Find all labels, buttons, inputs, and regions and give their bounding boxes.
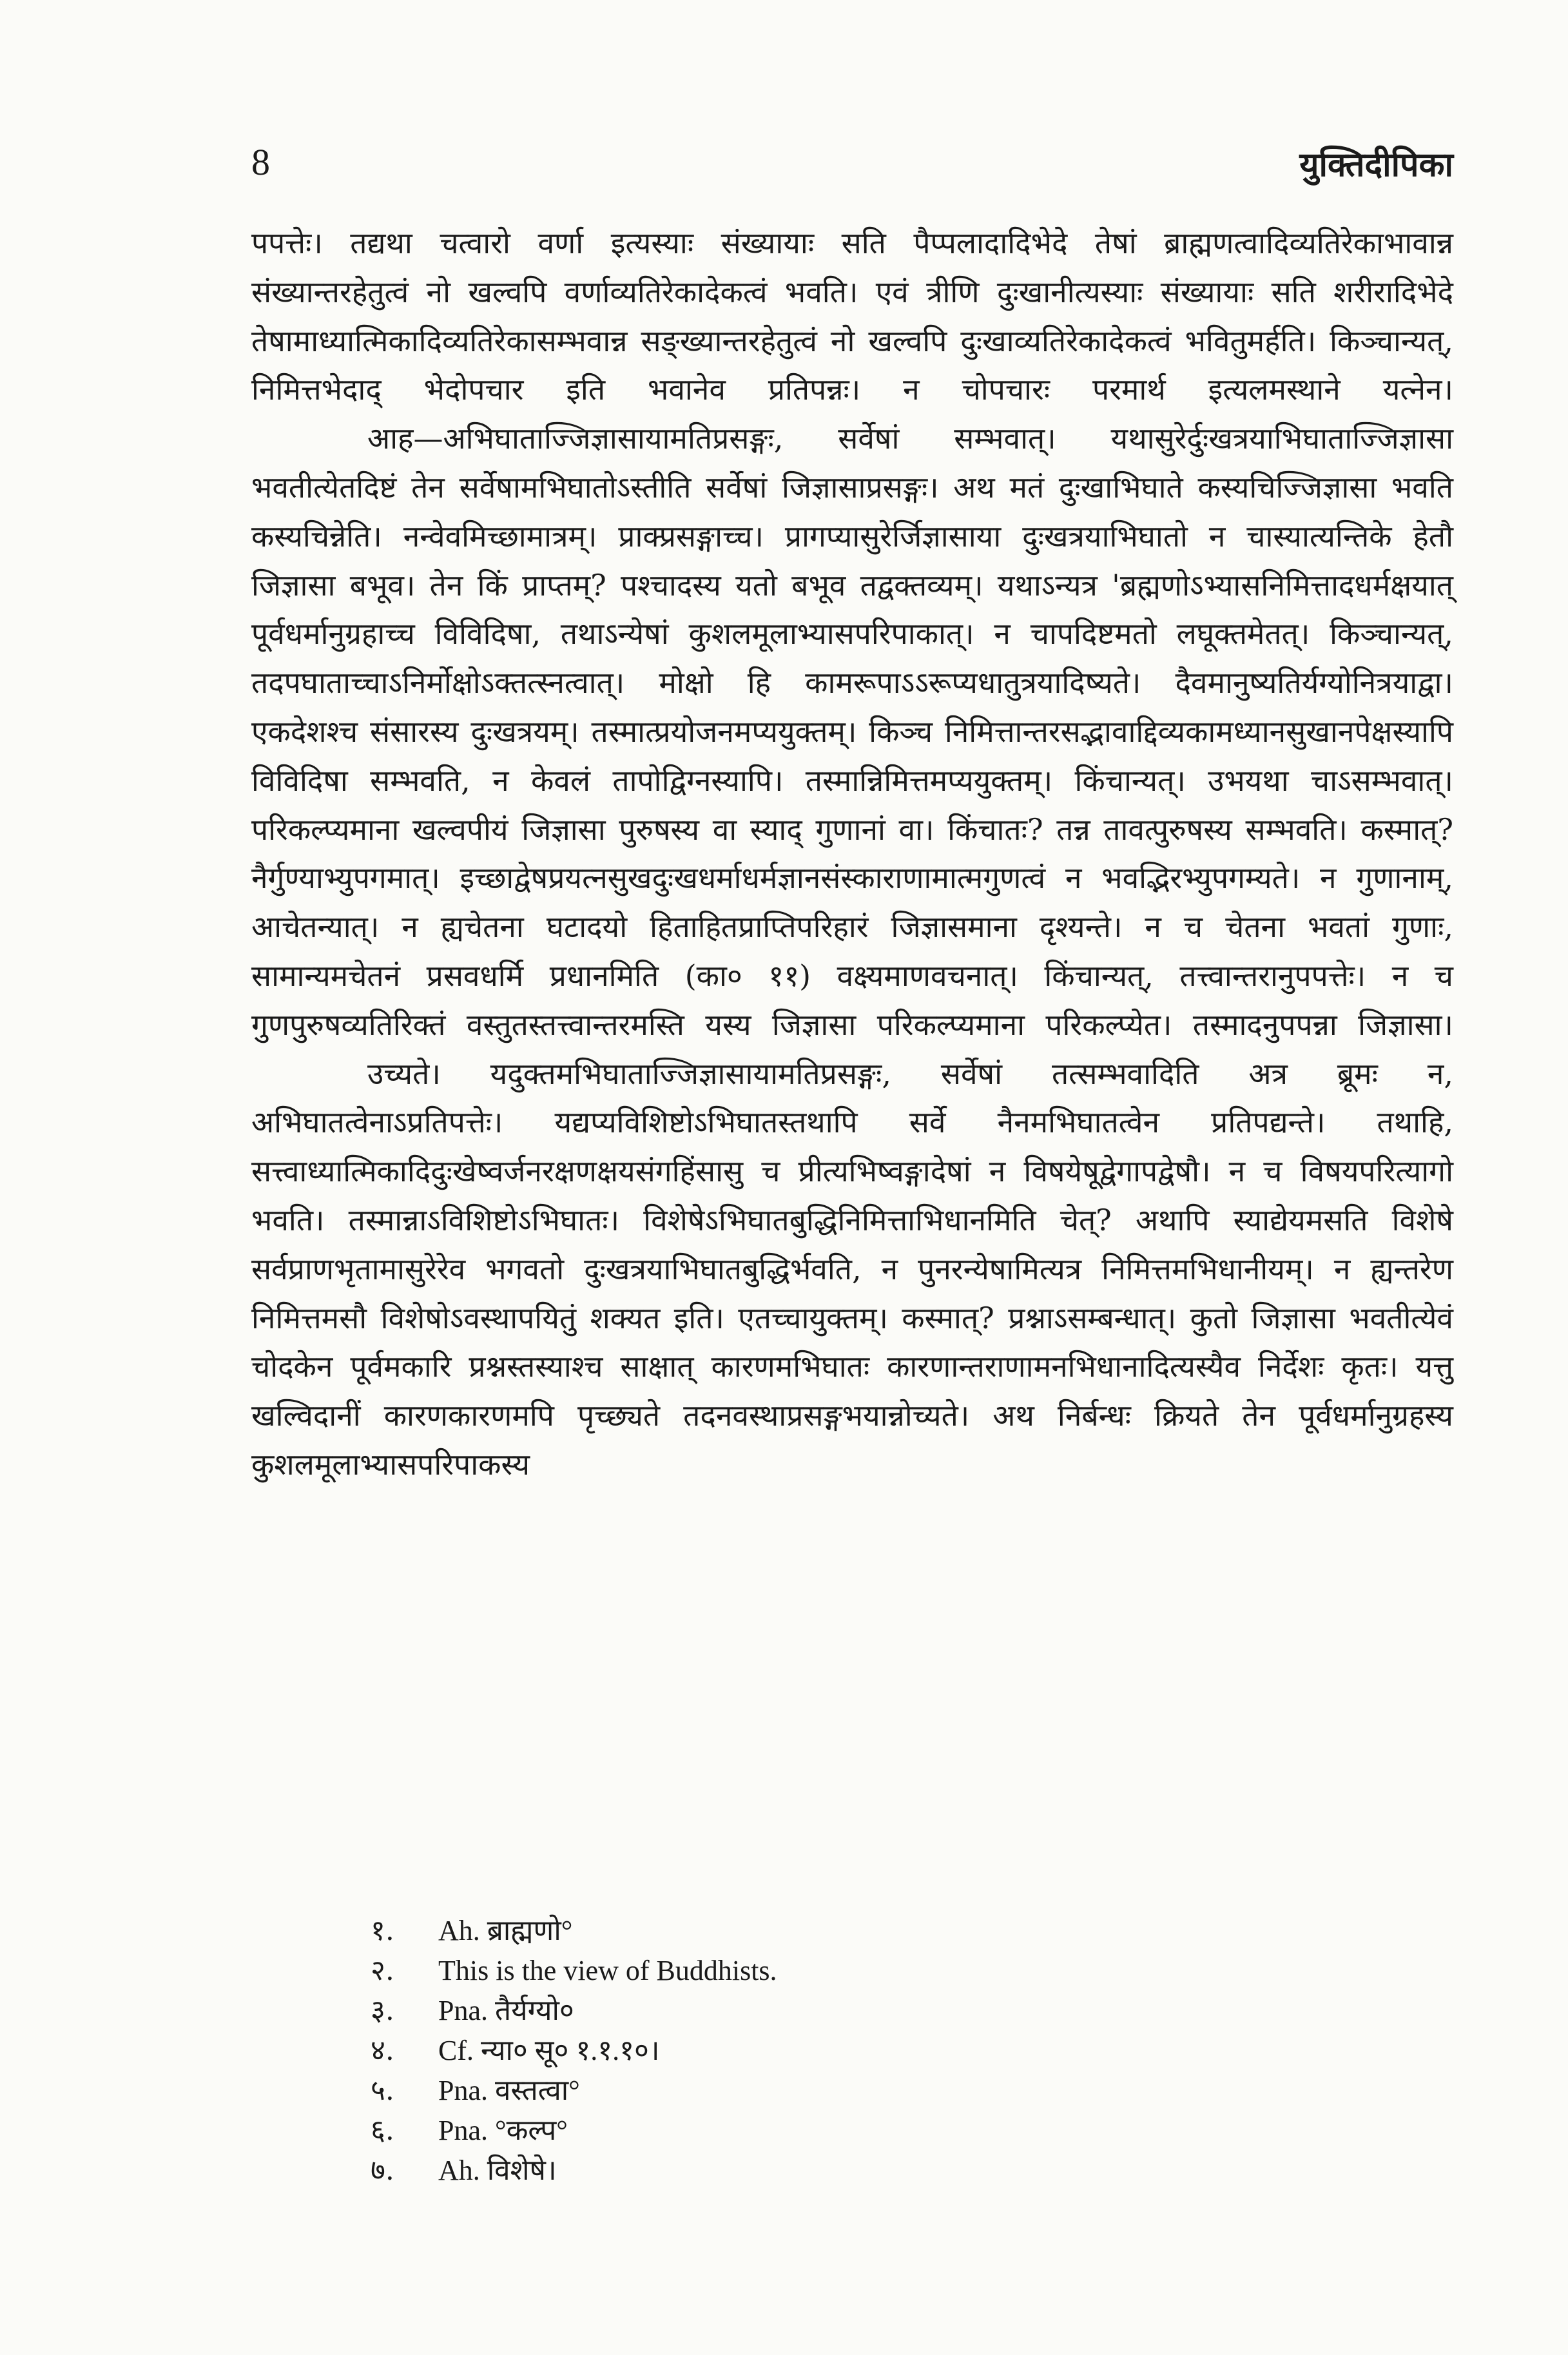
footnote-text: Ah. विशेषे। [438, 2155, 557, 2186]
footnote-text: Pna. तैर्यग्यो० [438, 1995, 574, 2026]
footnotes [371, 1911, 1337, 2191]
footnote-number: ७. [371, 2154, 394, 2187]
footnote-number: ४. [371, 2034, 394, 2067]
footnote [371, 1951, 1337, 1991]
footnote-number: ६. [371, 2114, 394, 2147]
footnote [371, 2151, 1337, 2191]
footnote-text: Pna. °कल्प° [438, 2115, 568, 2146]
running-title: युक्तिदीपिका [1299, 145, 1453, 184]
footnote-text: This is the view of Buddhists. [438, 1955, 777, 1986]
footnote-number: ३. [371, 1994, 394, 2027]
page-number: 8 [251, 141, 270, 183]
footnote [371, 1991, 1337, 2031]
paragraph-3: उच्यते। यदुक्तमभिघाताज्जिज्ञासायामतिप्रसङ्गः, सर्वेषां तत्सम्भवादिति अत्र ब्रूमः न, अभिघातत्वेनाऽप्रतिपत्तेः। यद्यप्यविशिष्टोऽभिघातस्तथापि सर्वे नैनमभिघातत्वेन प्रतिपद्यन्ते। तथाहि, सत्त्वाध्यात्मिकादिदुःखेष्वर्जनरक्षणक्षयसंगहिंसासु च प्रीत्यभिष्वङ्गादेषां न विषयेषूद्वेगापद्वेषौ। न च विषयपरित्यागो भवति। तस्मान्नाऽविशिष्टोऽभिघातः। विशेषेऽभिघातबुद्धिनिमित्ताभिधानमिति चेत्? अथापि स्याद्येयमसति विशेषे सर्वप्राणभृतामासुरेरेव भगवतो दुःखत्रयाभिघातबुद्धिर्भवति, न पुनरन्येषामित्यत्र निमित्तमभिधानीयम्। न ह्यन्तरेण निमित्तमसौ विशेषोऽवस्थापयितुं शक्यत इति। एतच्चायुक्तम्। कस्मात्? प्रश्नाऽसम्बन्धात्। कुतो जिज्ञासा भवतीत्येवं चोदकेन पूर्वमकारि प्रश्नस्तस्याश्च साक्षात् कारणमभिघातः कारणान्तराणामनभिधानादित्यस्यैव निर्देशः कृतः। यत्तु खल्विदानीं कारणकारणमपि पृच्छ्यते तदनवस्थाप्रसङ्गभयान्नोच्यते। अथ निर्बन्धः क्रियते तेन पूर्वधर्मानुग्रहस्य कुशलमूलाभ्यासपरिपाकस्य [251, 1056, 1453, 1482]
footnote [371, 1911, 1337, 1951]
footnote-number: २. [371, 1954, 394, 1987]
body-text [251, 219, 1453, 1489]
page-header [251, 141, 1453, 192]
footnote [371, 2031, 1337, 2071]
footnote-text: Ah. ब्राह्मणो° [438, 1915, 573, 1946]
footnote-text: Pna. वस्तत्वा° [438, 2075, 580, 2106]
paragraph-1: पपत्तेः। तद्यथा चत्वारो वर्णा इत्यस्याः संख्यायाः सति पैप्पलादादिभेदे तेषां ब्राह्मणत्वादिव्यतिरेकाभावान्न संख्यान्तरहेतुत्वं नो खल्वपि वर्णाव्यतिरेकादेकत्वं भवति। एवं त्रीणि दुःखानीत्यस्याः संख्यायाः सति शरीरादिभेदे तेषामाध्यात्मिकादिव्यतिरेकासम्भवान्न सङ्ख्यान्तरहेतुत्वं नो खल्वपि दुःखाव्यतिरेकादेकत्वं भवितुमर्हति। किञ्चान्यत्, निमित्तभेदाद् भेदोपचार इति भवानेव प्रतिपन्नः। न चोपचारः परमार्थ इत्यलमस्थाने यत्नेन। [251, 226, 1453, 407]
footnote-number: ५. [371, 2074, 394, 2107]
footnote [371, 2111, 1337, 2151]
footnote [371, 2071, 1337, 2111]
paragraph-2: आह—अभिघाताज्जिज्ञासायामतिप्रसङ्गः, सर्वेषां सम्भवात्। यथासुरेर्दुःखत्रयाभिघाताज्जिज्ञासा भवतीत्येतदिष्टं तेन सर्वेषामभिघातोऽस्तीति सर्वेषां जिज्ञासाप्रसङ्गः। अथ मतं दुःखाभिघाते कस्यचिज्जिज्ञासा भवति कस्यचिन्नेति। नन्वेवमिच्छामात्रम्। प्राक्प्रसङ्गाच्च। प्रागप्यासुरेर्जिज्ञासाया दुःखत्रयाभिघातो न चास्यात्यन्तिके हेतौ जिज्ञासा बभूव। तेन किं प्राप्तम्? पश्चादस्य यतो बभूव तद्वक्तव्यम्। यथाऽन्यत्र 'ब्रह्मणोऽभ्यासनिमित्तादधर्मक्षयात् पूर्वधर्मानुग्रहाच्च विविदिषा, तथाऽन्येषां कुशलमूलाभ्यासपरिपाकात्। न चापदिष्टमतो लघूक्तमेतत्। किञ्चान्यत्, तदपघाताच्चाऽनिर्मोक्षोऽक्तत्स्नत्वात्। मोक्षो हि कामरूपाऽऽरूप्यधातुत्रयादिष्यते। दैवमानुष्यतिर्यग्योनित्रयाद्वा। एकदेशश्च संसारस्य दुःखत्रयम्। तस्मात्प्रयोजनमप्ययुक्तम्। किञ्च निमित्तान्तरसद्भावाद्दिव्यकामध्यानसुखानपेक्षस्यापि विविदिषा सम्भवति, न केवलं तापोद्विग्नस्यापि। तस्मान्निमित्तमप्ययुक्तम्। किंचान्यत्। उभयथा चाऽसम्भवात्। परिकल्प्यमाना खल्वपीयं जिज्ञासा पुरुषस्य वा स्याद् गुणानां वा। किंचातः? तन्न तावत्पुरुषस्य सम्भवति। कस्मात्? नैर्गुण्याभ्युपगमात्। इच्छाद्वेषप्रयत्नसुखदुःखधर्माधर्मज्ञानसंस्काराणामात्मगुणत्वं न भवद्भिरभ्युपगम्यते। न गुणानाम्, आचेतन्यात्। न ह्यचेतना घटादयो हिताहितप्राप्तिपरिहारं जिज्ञासमाना दृश्यन्ते। न च चेतना भवतां गुणाः, सामान्यमचेतनं प्रसवधर्मि प्रधानमिति (का० ११) वक्ष्यमाणवचनात्। किंचान्यत्, तत्त्वान्तरानुपपत्तेः। न च गुणपुरुषव्यतिरिक्तं वस्तुतस्तत्त्वान्तरमस्ति यस्य जिज्ञासा परिकल्प्यमाना परिकल्प्येत। तस्मादनुपपन्ना जिज्ञासा। [251, 421, 1453, 1042]
footnote-number: १. [371, 1914, 394, 1947]
footnote-text: Cf. न्या० सू० १.१.१०। [438, 2035, 660, 2066]
